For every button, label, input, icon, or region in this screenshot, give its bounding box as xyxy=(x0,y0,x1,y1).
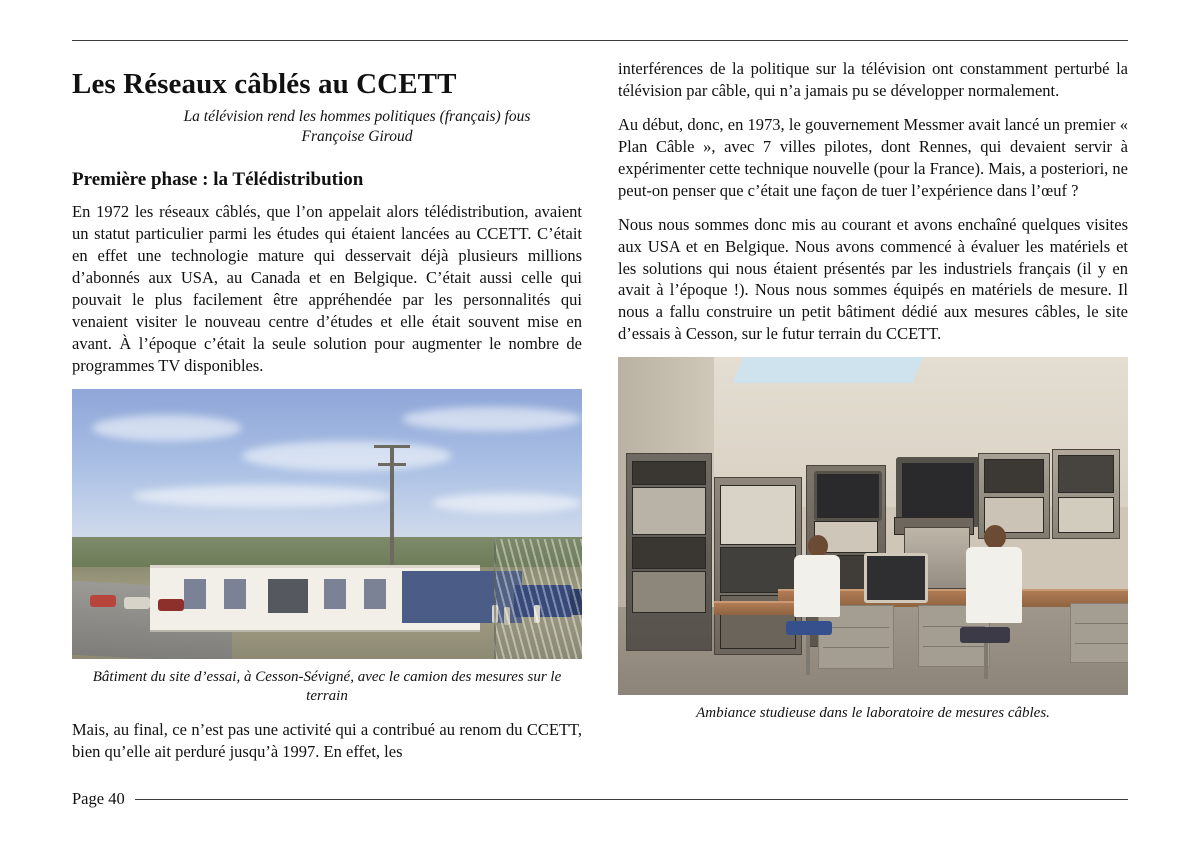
page-title: Les Réseaux câblés au CCETT xyxy=(72,68,457,100)
photo-laboratoire-mesures xyxy=(618,357,1128,695)
epigraph-author: Françoise Giroud xyxy=(301,128,413,146)
left-paragraph-2: Mais, au final, ce n’est pas une activité qui a contribué au renom du CCETT, bien qu’elle ait perduré jusqu’à 1997. En effet, les xyxy=(72,719,582,761)
left-paragraph-1: En 1972 les réseaux câblés, que l’on appelait alors télédistribution, avaient un statut particulier parmi les études qui étaient lancées au CCETT. C’était en effet une technologie mature qui desservait déjà plusieurs millions d’abonnés aux USA, au Canada et en Belgique. C’était aussi celle qui pouvait le plus facilement être appréhendée par les personnalités qui venaient visiter le nouveau centre d’études et elle était souvent mise en avant. À l’époque c’était la seule solution pour augmenter le nombre de programmes TV disponibles. xyxy=(72,202,582,375)
figure-laboratoire xyxy=(618,357,1128,724)
right-paragraph-3: Nous nous sommes donc mis au courant et avons enchaîné quelques visites aux USA et en Belgique. Nous avons commencé à évaluer les matériels et les solutions qui nous étaient présentés par les industriels français (il y en avait à l’époque !). Nous nous sommes équipés en matériels de mesure. Il nous a fallu construire un petit bâtiment dédié aux mesures câbles, le site d’essais à Cesson, sur le futur terrain du CCETT. xyxy=(618,214,1128,344)
right-column xyxy=(618,58,1128,775)
page-footer xyxy=(72,789,1128,809)
page-number: Page 40 xyxy=(72,789,125,808)
figure-caption-laboratoire: Ambiance studieuse dans le laboratoire de mesures câbles. xyxy=(696,705,1050,722)
header-rule xyxy=(72,40,1128,41)
figure-caption-site-essai: Bâtiment du site d’essai, à Cesson-Sévigné, avec le camion des mesures sur le terrain xyxy=(92,668,562,705)
right-paragraph-1: interférences de la politique sur la télévision ont constamment perturbé la télévision par câble, qui n’a jamais pu se développer normalement. xyxy=(618,59,1128,100)
epigraph xyxy=(132,107,582,147)
photo-site-essai xyxy=(72,389,582,659)
section-heading: Première phase : la Télédistribution xyxy=(72,169,364,191)
epigraph-quote: La télévision rend les hommes politiques (français) fous xyxy=(183,108,531,125)
figure-site-essai xyxy=(72,389,582,707)
page-columns xyxy=(72,58,1128,775)
footer-rule xyxy=(135,799,1128,800)
left-column xyxy=(72,58,582,775)
right-paragraph-2: Au début, donc, en 1973, le gouvernement Messmer avait lancé un premier « Plan Câble », avec 7 villes pilotes, dont Rennes, qui devaient servir à expérimenter cette technique nouvelle (pour la France). Mais, a posteriori, ne peut-on penser que c’était une façon de tuer l’expérience dans l’œuf ? xyxy=(618,114,1128,200)
